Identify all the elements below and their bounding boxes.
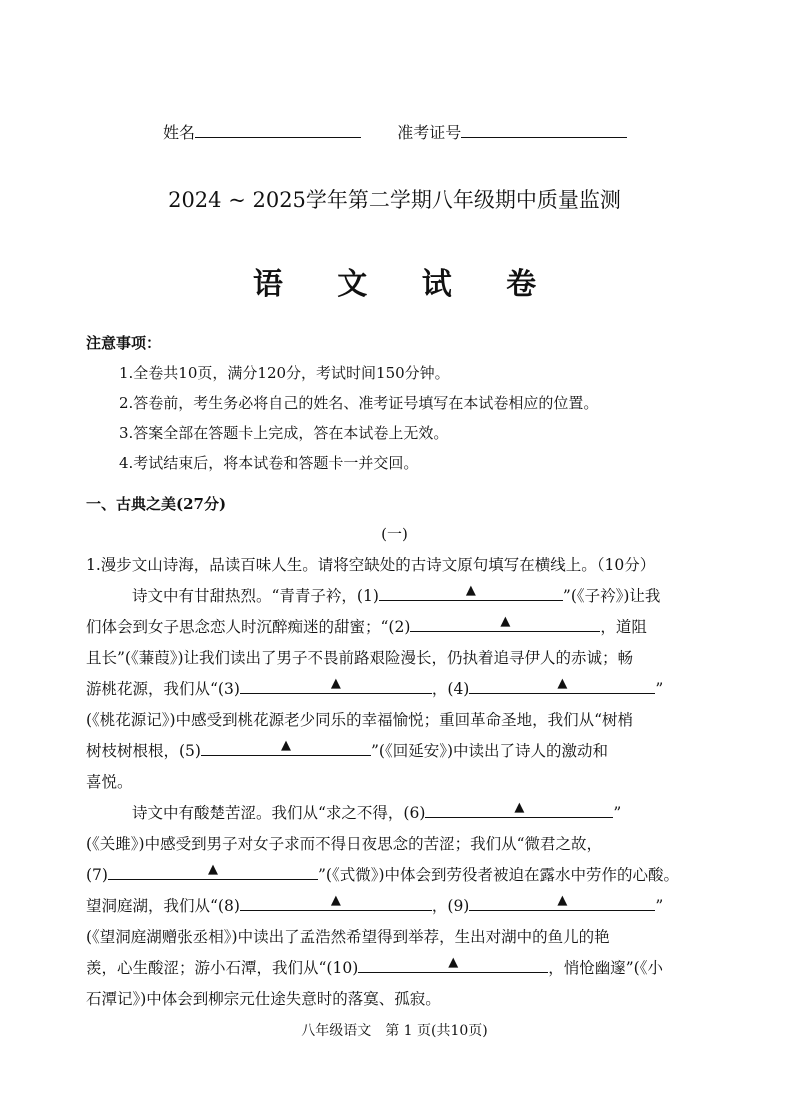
triangle-icon: ▲ [280, 738, 291, 753]
triangle-icon: ▲ [514, 800, 525, 815]
answer-blank-1[interactable] [379, 584, 563, 601]
text-line: 诗文中有甘甜热烈。“青青子衿，(1) ▲ ”(《子衿》)让我 [132, 583, 661, 605]
notice-title: 注意事项： [86, 334, 162, 352]
answer-blank-10[interactable] [358, 956, 548, 973]
triangle-icon: ▲ [330, 893, 341, 908]
page-footer: 八年级语文 第 1 页(共10页) [301, 1023, 488, 1039]
question-stem: 1.漫步文山诗海，品读百味人生。请将空缺处的古诗文原句填写在横线上。（10分） [86, 556, 656, 574]
text-line: 且长”(《蒹葭》)让我们读出了男子不畏前路艰险漫长，仍执着追寻伊人的赤诚；畅 [86, 649, 634, 667]
text-line: (《关雎》)中感受到男子对女子求而不得日夜思念的苦涩；我们从“微君之故， [86, 835, 603, 853]
name-label: 姓名 [163, 123, 196, 142]
text-line: (《桃花源记》)中感受到桃花源老少同乐的幸福愉悦；重回革命圣地，我们从“树梢 [86, 711, 634, 729]
answer-blank-6[interactable] [425, 801, 613, 818]
section-title: 一、古典之美(27分) [86, 495, 227, 513]
notice-item: 3.答案全部在答题卡上完成，答在本试卷上无效。 [119, 424, 449, 442]
notice-item: 1.全卷共10页，满分120分，考试时间150分钟。 [119, 364, 450, 382]
notice-item: 4.考试结束后，将本试卷和答题卡一并交回。 [119, 454, 419, 472]
candidate-info [163, 120, 627, 143]
subject-title: 语 文 试 卷 [252, 267, 559, 302]
text-line: 石潭记》)中体会到柳宗元仕途失意时的落寞、孤寂。 [86, 990, 441, 1008]
text-line: 羡，心生酸涩；游小石潭，我们从“(10) ▲ ，悄怆幽邃”(《小 [86, 955, 663, 977]
triangle-icon: ▲ [448, 955, 459, 970]
triangle-icon: ▲ [557, 893, 568, 908]
answer-blank-7[interactable] [108, 863, 318, 880]
answer-blank-4[interactable] [469, 677, 655, 694]
text-line: 游桃花源，我们从“(3) ▲ ，(4) ▲ ” [86, 676, 664, 698]
answer-blank-9[interactable] [469, 894, 655, 911]
name-blank[interactable] [195, 122, 361, 138]
triangle-icon: ▲ [557, 676, 568, 691]
text-line: 树枝树根根，(5) ▲ ”(《回延安》)中读出了诗人的激动和 [86, 738, 608, 760]
answer-blank-8[interactable] [240, 894, 432, 911]
text-line: (《望洞庭湖赠张丞相》)中读出了孟浩然希望得到举荐，生出对湖中的鱼儿的艳 [86, 928, 610, 946]
triangle-icon: ▲ [207, 862, 218, 877]
answer-blank-3[interactable] [240, 677, 432, 694]
text-line: 们体会到女子思念恋人时沉醉痴迷的甜蜜；“(2) ▲ ，道阻 [86, 614, 647, 636]
answer-blank-5[interactable] [201, 739, 371, 756]
triangle-icon: ▲ [500, 614, 511, 629]
answer-blank-2[interactable] [410, 615, 600, 632]
text-line: (7) ▲ ”(《式微》)中体会到劳役者被迫在露水中劳作的心酸。 [86, 862, 679, 884]
id-blank[interactable] [461, 122, 627, 138]
triangle-icon: ▲ [465, 583, 476, 598]
id-label: 准考证号 [397, 123, 462, 142]
text-line: 喜悦。 [86, 773, 133, 791]
triangle-icon: ▲ [330, 676, 341, 691]
text-line: 望洞庭湖，我们从“(8) ▲ ，(9) ▲ ” [86, 893, 664, 915]
notice-item: 2.答卷前，考生务必将自己的姓名、准考证号填写在本试卷相应的位置。 [119, 394, 599, 412]
exam-title: 2024 ~ 2025学年第二学期八年级期中质量监测 [168, 188, 621, 212]
text-line: 诗文中有酸楚苦涩。我们从“求之不得，(6) ▲ ” [132, 800, 622, 822]
subsection-title: (一) [381, 525, 408, 543]
